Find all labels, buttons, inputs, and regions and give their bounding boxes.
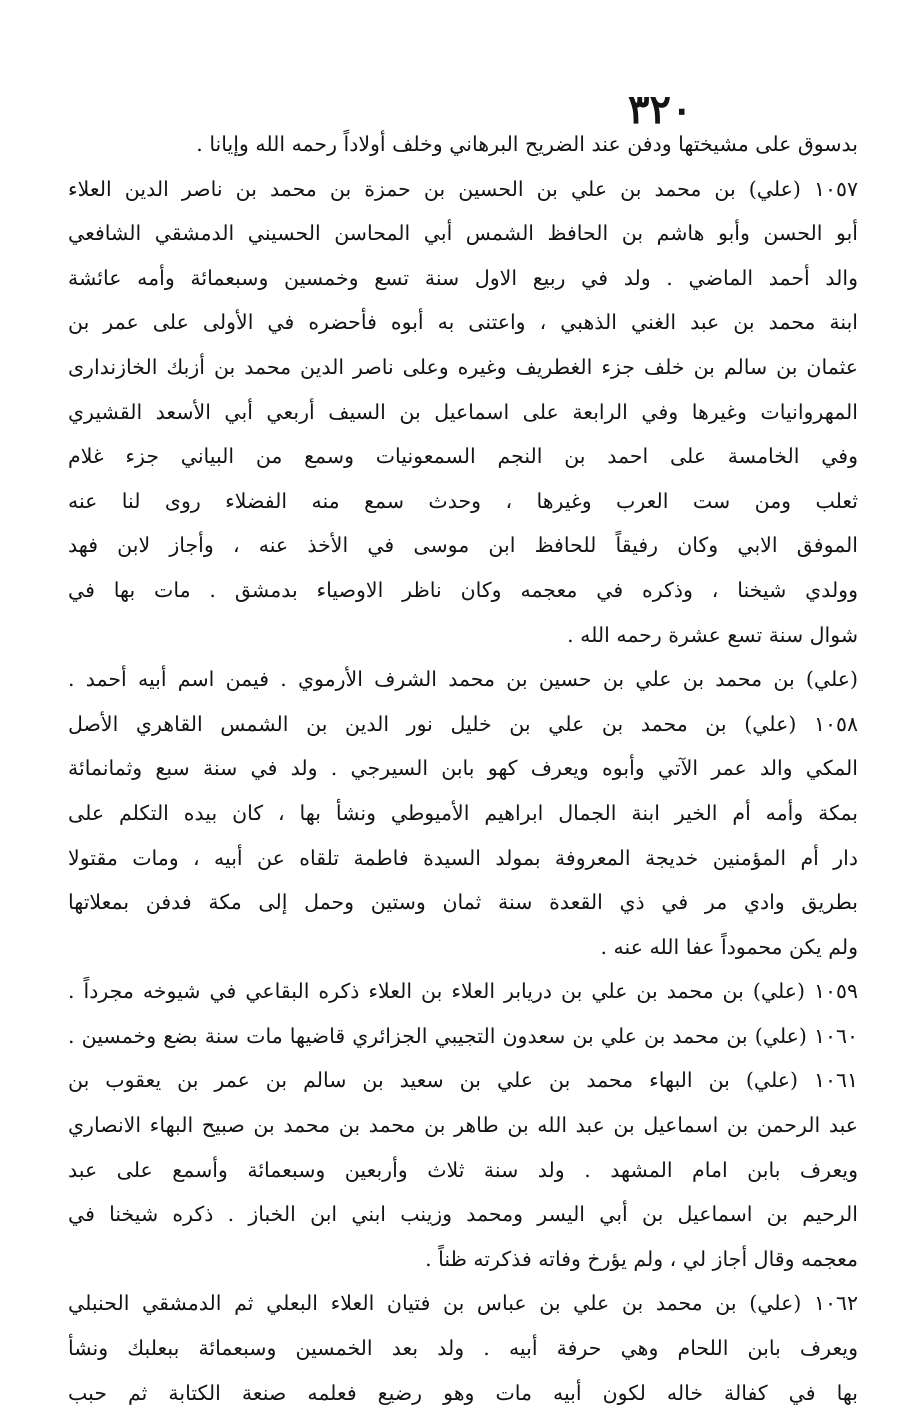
text-line: ١٠٦٢ (علي) بن محمد بن علي بن عباس بن فتيان العلاء البعلي ثم الدمشقي الحنبلي <box>68 1291 858 1316</box>
text-line: بها في كفالة خاله لكون أبيه مات وهو رضيع فعلمه صنعة الكتابة ثم حبب <box>68 1380 858 1405</box>
text-line: المكي والد عمر الآتي وأبوه ويعرف كهو بابن السيرجي . ولد في سنة سبع وثمانمائة <box>68 756 858 781</box>
text-line: شوال سنة تسع عشرة رحمه الله . <box>567 622 858 647</box>
text-line: ١٠٦١ (علي) بن البهاء محمد بن علي بن سعيد بن سالم بن عمر بن يعقوب بن <box>68 1068 858 1093</box>
text-line: ثعلب ومن ست العرب وغيرها ، وحدث سمع منه الفضلاء روى لنا عنه <box>68 488 858 513</box>
text-line: وفي الخامسة على احمد بن النجم السمعونيات وسمع من البياني جزء غلام <box>68 444 858 469</box>
page-number: ٣٢٠ <box>628 86 693 133</box>
text-line: بمكة وأمه أم الخير ابنة الجمال ابراهيم الأميوطي ونشأ بها ، كان بيده التكلم على <box>68 800 858 825</box>
text-line: المهروانيات وغيرها وفي الرابعة على اسماعيل بن السيف أربعي أبي الأسعد القشيري <box>68 399 858 424</box>
text-line: معجمه وقال أجاز لي ، ولم يؤرخ وفاته فذكرته ظناً . <box>425 1246 858 1271</box>
text-line: ويعرف بابن امام المشهد . ولد سنة ثلاث وأربعين وسبعمائة وأسمع على عبد <box>68 1157 858 1182</box>
text-line: ١٠٥٨ (علي) بن محمد بن علي بن خليل نور الدين بن الشمس القاهري الأصل <box>68 711 858 736</box>
text-line: ويعرف بابن اللحام وهي حرفة أبيه . ولد بعد الخمسين وسبعمائة ببعلبك ونشأ <box>68 1336 858 1361</box>
text-line: دار أم المؤمنين خديجة المعروفة بمولد السيدة فاطمة تلقاه عن أبيه ، ومات مقتولا <box>68 845 858 870</box>
text-line: الموفق الابي وكان رفيقاً للحافظ ابن موسى في الأخذ عنه ، وأجاز لابن فهد <box>68 533 858 558</box>
text-line: ١٠٦٠ (علي) بن محمد بن علي بن سعدون التجيبي الجزائري قاضيها مات سنة بضع وخمسين . <box>68 1023 858 1048</box>
text-line: بطريق وادي مر في ذي القعدة سنة ثمان وستين وحمل إلى مكة فدفن بمعلاتها <box>68 890 858 915</box>
text-line: (علي) بن محمد بن علي بن حسين بن محمد الشرف الأرموي . فيمن اسم أبيه أحمد . <box>68 667 858 692</box>
biography-text <box>68 122 858 1415</box>
text-line: ابنة محمد بن عبد الغني الذهبي ، واعتنى به أبوه فأحضره في الأولى على عمر بن <box>68 310 858 335</box>
text-line: ١٠٥٧ (علي) بن محمد بن علي بن الحسين بن حمزة بن محمد بن ناصر الدين العلاء <box>68 176 858 201</box>
text-line: بدسوق على مشيختها ودفن عند الضريح البرهاني وخلف أولاداً رحمه الله وإيانا . <box>196 132 858 156</box>
text-line: والد أحمد الماضي . ولد في ربيع الاول سنة تسع وخمسين وسبعمائة وأمه عائشة <box>68 265 858 290</box>
text-line: وولدي شيخنا ، وذكره في معجمه وكان ناظر الاوصياء بدمشق . مات بها في <box>68 577 858 602</box>
text-line: الرحيم بن اسماعيل بن أبي اليسر ومحمد وزينب ابني ابن الخباز . ذكره شيخنا في <box>68 1202 858 1227</box>
text-line: ١٠٥٩ (علي) بن محمد بن علي بن دريابر العلاء بن العلاء ذكره البقاعي في شيوخه مجرداً . <box>68 979 858 1004</box>
text-line: أبو الحسن وأبو هاشم بن الحافظ الشمس أبي المحاسن الحسيني الدمشقي الشافعي <box>68 221 858 246</box>
text-line: عثمان بن سالم بن خلف جزء الغطريف وغيره وعلى ناصر الدين محمد بن أزبك الخازندارى <box>68 354 858 379</box>
text-line: ولم يكن محموداً عفا الله عنه . <box>600 934 858 959</box>
text-line: عبد الرحمن بن اسماعيل بن عبد الله بن طاهر بن محمد بن محمد بن صبيح البهاء الانصاري <box>68 1113 858 1138</box>
